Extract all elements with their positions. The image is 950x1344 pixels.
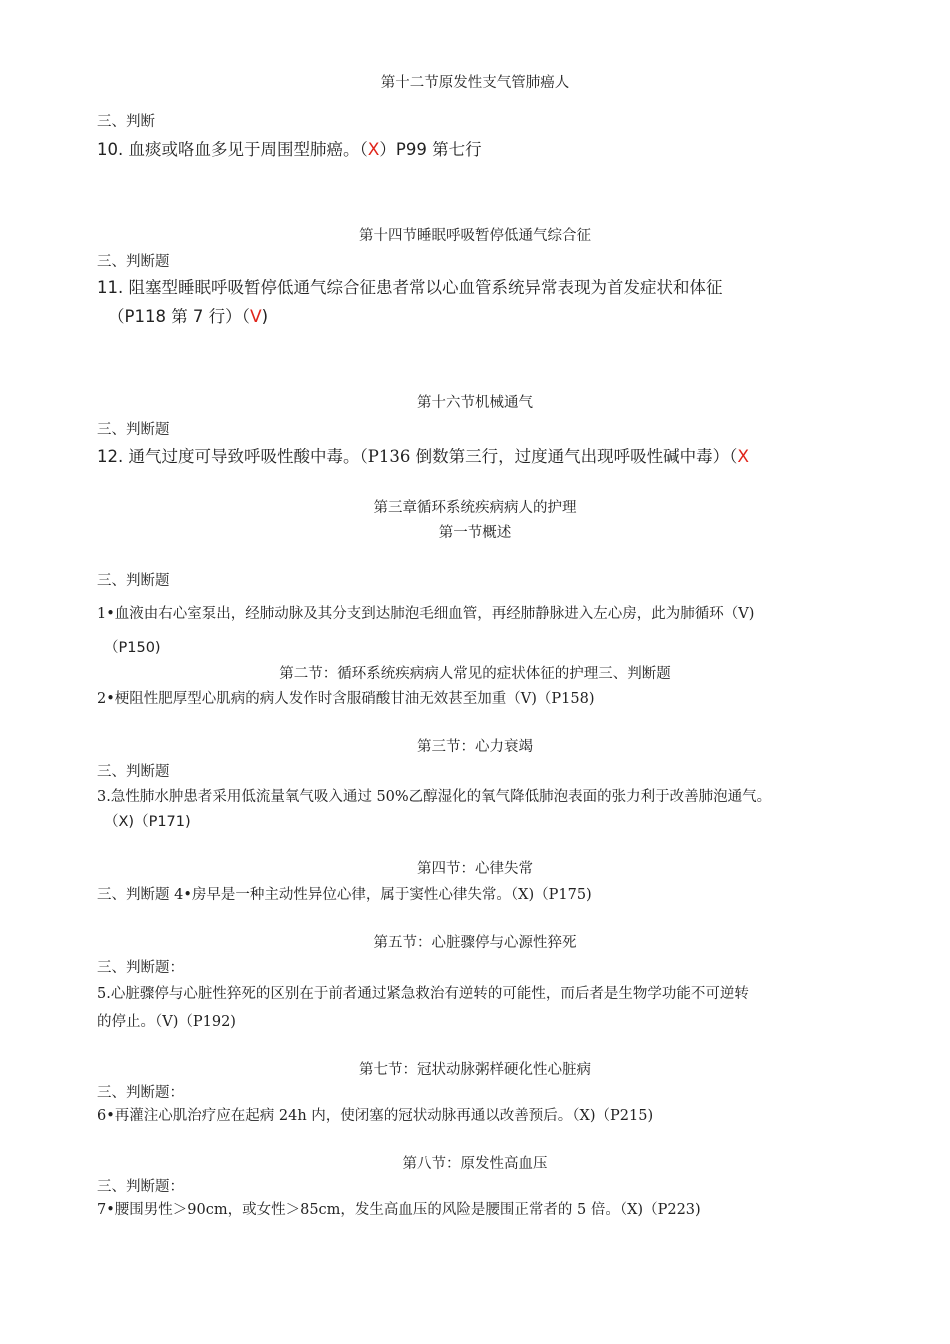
section-heading: 第十四节睡眠呼吸暂停低通气综合征 (359, 228, 591, 244)
question-3: 3.急性肺水肿患者采用低流量氧气吸入通过 50%乙醇湿化的氧气降低肺泡表面的张力利于改善肺泡通气。 (97, 789, 772, 805)
question-text: 阻塞型睡眠呼吸暂停低通气综合征患者常以心血管系统异常表现为首发症状和体征 (128, 278, 723, 297)
question-5: 5.心脏骤停与心脏性猝死的区别在于前者通过紧急救治有逆转的可能性，而后者是生物学功能不可逆转 (97, 986, 749, 1002)
section-heading: 第三节：心力衰竭 (417, 739, 533, 755)
answer-mark: V (249, 307, 262, 327)
question-reference: ）P99 第七行 (379, 140, 482, 159)
question-reference: （P118 第 7 行）（ (108, 307, 250, 326)
question-number: 10. (97, 140, 124, 159)
question-3-reference: （X)（P171) (104, 814, 191, 830)
question-type-label: 三、判断题： (97, 1179, 184, 1195)
section-heading: 第十六节机械通气 (417, 395, 533, 411)
section-heading: 第七节：冠状动脉粥样硬化性心脏病 (359, 1062, 591, 1078)
section-heading: 第一节概述 (438, 525, 512, 541)
question-type-label: 三、判断题： (97, 1085, 184, 1101)
question-text: 血痰或咯血多见于周围型肺癌。（ (128, 140, 368, 159)
question-6: 6•再灌注心肌治疗应在起病 24h 内，使闭塞的冠状动脉再通以改善预后。（X)（P215) (97, 1108, 654, 1124)
question-number: 12. (97, 447, 124, 466)
question-type-label: 三、判断题 (97, 422, 170, 438)
question-type-label: 三、判断 (97, 114, 155, 130)
section-heading: 第二节：循环系统疾病病人常见的症状体征的护理三、判断题 (279, 666, 671, 682)
question-4: 三、判断题 4•房早是一种主动性异位心律，属于窦性心律失常。（X)（P175) (97, 887, 592, 903)
chapter-heading: 第三章循环系统疾病病人的护理 (373, 500, 577, 516)
section-heading: 第八节：原发性高血压 (402, 1156, 548, 1172)
question-type-label: 三、判断题 (97, 764, 170, 780)
question-number: 11. (97, 278, 124, 297)
answer-mark: X (367, 140, 380, 160)
closing-paren: ) (261, 307, 269, 326)
question-1: 1•血液由右心室泵出，经肺动脉及其分支到达肺泡毛细血管，再经肺静脉进入左心房，此为肺循环（V) (97, 606, 755, 622)
question-11-continuation (108, 307, 268, 327)
question-12 (97, 447, 749, 467)
question-5-continuation: 的停止。（V)（P192) (97, 1014, 236, 1030)
question-10 (97, 140, 482, 160)
question-type-label: 三、判断题 (97, 573, 170, 589)
answer-mark: X (737, 447, 749, 467)
question-1-reference: （P150) (104, 640, 161, 656)
section-heading: 第五节：心脏骤停与心源性猝死 (373, 935, 577, 951)
question-7: 7•腰围男性＞90cm，或女性＞85cm，发生高血压的风险是腰围正常者的 5 倍。（X)（P223) (97, 1202, 701, 1218)
question-11 (97, 278, 723, 298)
question-type-label: 三、判断题 (97, 254, 170, 270)
section-heading: 第四节：心律失常 (417, 861, 533, 877)
question-2: 2•梗阻性肥厚型心肌病的病人发作时含服硝酸甘油无效甚至加重（V)（P158) (97, 691, 595, 707)
question-type-label: 三、判断题： (97, 960, 184, 976)
question-text: 通气过度可导致呼吸性酸中毒。（P136 倒数第三行，过度通气出现呼吸性碱中毒）（ (128, 447, 738, 466)
section-heading: 第十二节原发性支气管肺癌人 (380, 75, 570, 91)
